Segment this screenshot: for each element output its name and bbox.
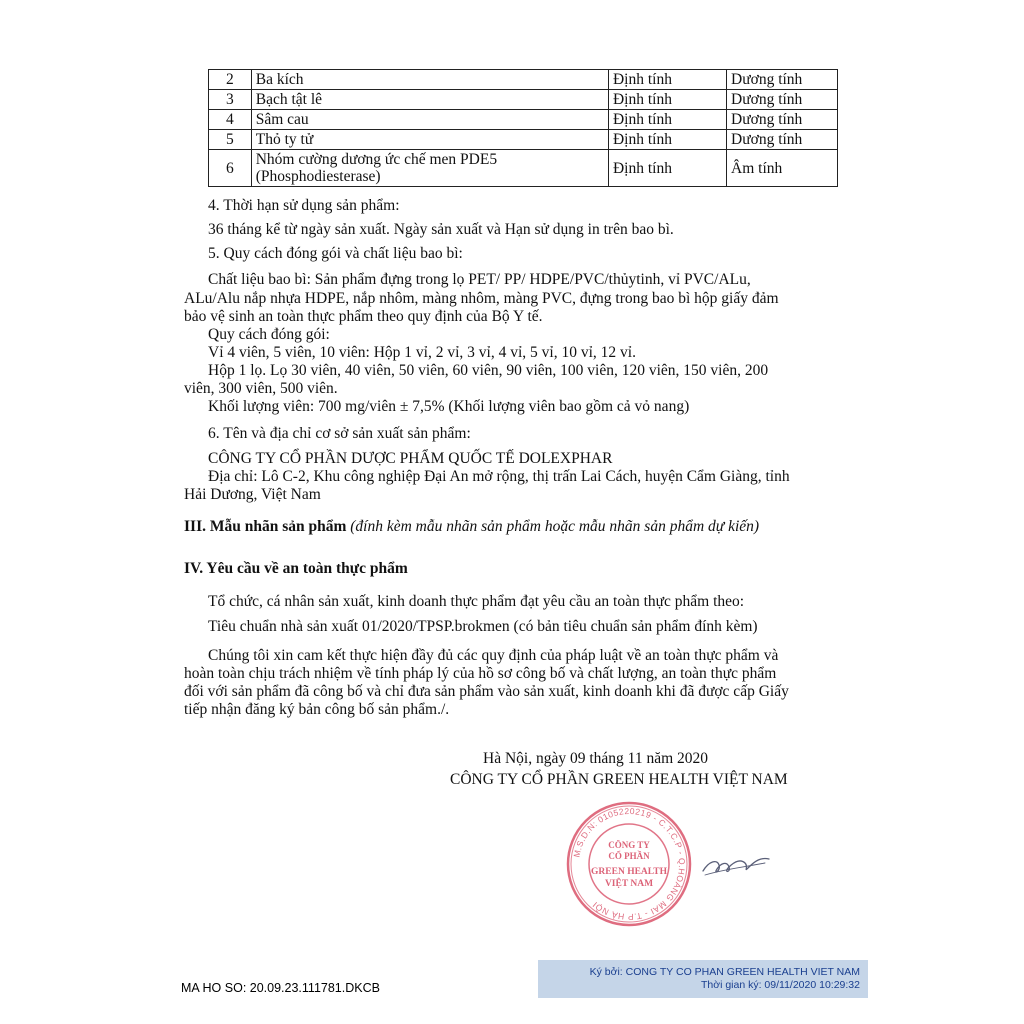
manufacturer-name: CÔNG TY CỔ PHẦN DƯỢC PHẨM QUỐC TẾ DOLEXPHAR: [208, 450, 613, 467]
ingredient-name: Thỏ ty tử: [251, 130, 608, 150]
section4-heading: 4. Thời hạn sử dụng sản phẩm:: [208, 197, 400, 214]
test-method: Định tính: [608, 130, 726, 150]
company-stamp-icon: [565, 800, 693, 928]
test-result: Dương tính: [727, 130, 838, 150]
table-row: [209, 150, 838, 187]
signoff-company: CÔNG TY CỔ PHẦN GREEN HEALTH VIỆT NAM: [450, 771, 788, 788]
test-method: Định tính: [608, 110, 726, 130]
row-number: 6: [209, 150, 252, 187]
commitment-line: tiếp nhận đăng ký bản công bố sản phẩm./.: [184, 701, 450, 718]
row-number: 4: [209, 110, 252, 130]
table-row: [209, 90, 838, 110]
packaging-line: ALu/Alu nắp nhựa HDPE, nắp nhôm, màng nhôm, màng PVC, đựng trong bao bì hộp giấy đảm: [184, 290, 779, 307]
handwritten-signature-icon: [695, 845, 775, 885]
ingredient-name-line2: (Phosphodiesterase): [255, 168, 381, 185]
packaging-line: Chất liệu bao bì: Sản phẩm đựng trong lọ PET/ PP/ HDPE/PVC/thủytinh, vỉ PVC/ALu,: [208, 271, 751, 288]
packaging-line: Hộp 1 lọ. Lọ 30 viên, 40 viên, 50 viên, 60 viên, 90 viên, 100 viên, 120 viên, 150 viên, 200: [208, 362, 769, 379]
ingredient-name: [251, 150, 608, 187]
test-result: Âm tính: [727, 150, 838, 187]
manufacturer-address: Hải Dương, Việt Nam: [184, 486, 321, 503]
ingredient-name: Ba kích: [251, 70, 608, 90]
ingredient-name: Bạch tật lê: [251, 90, 608, 110]
svg-text:CỔ PHẦN: CỔ PHẦN: [608, 851, 650, 861]
food-safety-text: Tổ chức, cá nhân sản xuất, kinh doanh thực phẩm đạt yêu cầu an toàn thực phẩm theo:: [208, 593, 745, 610]
section-iii-note: (đính kèm mẫu nhãn sản phẩm hoặc mẫu nhãn sản phẩm dự kiến): [350, 518, 760, 535]
packaging-line: Khối lượng viên: 700 mg/viên ± 7,5% (Khối lượng viên bao gồm cả vỏ nang): [208, 398, 690, 415]
table-row: [209, 130, 838, 150]
row-number: 2: [209, 70, 252, 90]
table-row: [209, 70, 838, 90]
commitment-line: Chúng tôi xin cam kết thực hiện đầy đủ các quy định của pháp luật về an toàn thực phẩm và: [208, 647, 779, 664]
signoff-date: Hà Nội, ngày 09 tháng 11 năm 2020: [483, 750, 708, 767]
commitment-line: đối với sản phẩm đã công bố và chỉ đưa sản phẩm vào sản xuất, kinh doanh khi đã được cấp Giấy: [184, 683, 789, 700]
section6-heading: 6. Tên và địa chỉ cơ sở sản xuất sản phẩm:: [208, 425, 471, 442]
digital-signature-box: [538, 960, 868, 998]
packaging-line: Quy cách đóng gói:: [208, 326, 330, 343]
svg-text:M.S.D.N: 0105220219 - C.T.C.P: M.S.D.N: 0105220219 - C.T.C.P - Q.HOÀNG MAI - T.P HÀ NỘI: [571, 805, 688, 923]
ingredient-name-line1: Nhóm cường dương ức chế men PDE5: [255, 151, 498, 168]
svg-text:CÔNG TY: CÔNG TY: [608, 840, 650, 850]
test-method: Định tính: [608, 70, 726, 90]
record-code: MA HO SO: 20.09.23.111781.DKCB: [181, 981, 380, 995]
commitment-line: hoàn toàn chịu trách nhiệm về tính pháp lý của hồ sơ công bố và chất lượng, an toàn thực phẩm: [184, 665, 777, 682]
test-method: Định tính: [608, 90, 726, 110]
test-result: Dương tính: [727, 70, 838, 90]
ingredient-name: Sâm cau: [251, 110, 608, 130]
row-number: 3: [209, 90, 252, 110]
signed-time: Thời gian ký: 09/11/2020 10:29:32: [700, 979, 860, 991]
svg-text:GREEN HEALTH: GREEN HEALTH: [591, 867, 667, 877]
test-result: Dương tính: [727, 90, 838, 110]
section5-heading: 5. Quy cách đóng gói và chất liệu bao bì:: [208, 245, 463, 262]
manufacturer-address: Địa chỉ: Lô C-2, Khu công nghiệp Đại An mở rộng, thị trấn Lai Cách, huyện Cẩm Giàng, tỉnh: [208, 468, 790, 485]
svg-text:VIỆT NAM: VIỆT NAM: [604, 879, 654, 889]
test-method: Định tính: [608, 150, 726, 187]
section-iii: [184, 518, 759, 536]
test-result: Dương tính: [727, 110, 838, 130]
test-results-table: [208, 69, 838, 187]
section-iii-heading: III. Mẫu nhãn sản phẩm: [184, 518, 347, 535]
packaging-line: bảo vệ sinh an toàn thực phẩm theo quy định của Bộ Y tế.: [184, 308, 543, 325]
standard-text: Tiêu chuẩn nhà sản xuất 01/2020/TPSP.brokmen (có bản tiêu chuẩn sản phẩm đính kèm): [208, 618, 758, 635]
shelf-life-text: 36 tháng kể từ ngày sản xuất. Ngày sản xuất và Hạn sử dụng in trên bao bì.: [208, 221, 674, 238]
packaging-line: viên, 300 viên, 500 viên.: [184, 380, 338, 397]
section-iv-heading: IV. Yêu cầu về an toàn thực phẩm: [184, 560, 408, 577]
table-row: [209, 110, 838, 130]
signed-by: Ký bởi: CONG TY CO PHAN GREEN HEALTH VIET NAM: [589, 966, 860, 978]
packaging-line: Vỉ 4 viên, 5 viên, 10 viên: Hộp 1 vỉ, 2 vỉ, 3 vỉ, 4 vỉ, 5 vỉ, 10 vỉ, 12 vỉ.: [208, 344, 636, 361]
row-number: 5: [209, 130, 252, 150]
